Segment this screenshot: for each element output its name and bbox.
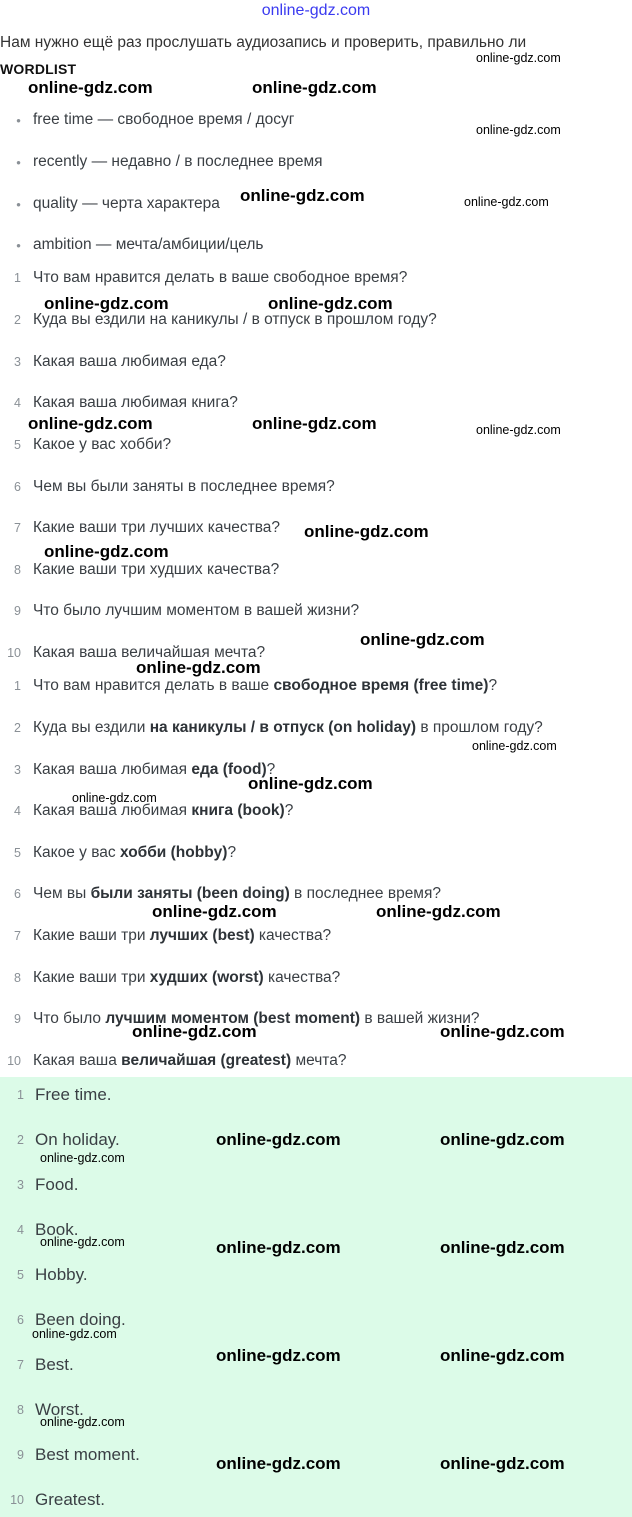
question-text: Какие ваши три худших качества? (33, 561, 280, 578)
question-text: Что было лучшим моментом в вашей жизни? (33, 602, 360, 619)
question-row (0, 351, 226, 373)
marked-question-text: Какое у вас хобби (hobby)? (33, 844, 237, 861)
answer-text: Been doing. (35, 1310, 126, 1329)
watermark: online-gdz.com (136, 658, 261, 677)
answer-text: Best moment. (35, 1445, 140, 1464)
bullet-icon: • (16, 154, 21, 170)
answer-row (0, 1488, 105, 1512)
watermark: online-gdz.com (40, 1235, 125, 1249)
answer-number: 3 (17, 1178, 24, 1192)
watermark: online-gdz.com (216, 1454, 341, 1473)
watermark: online-gdz.com (464, 195, 549, 209)
marked-question-row (0, 675, 497, 697)
watermark: online-gdz.com (216, 1238, 341, 1257)
wordlist-item (0, 193, 220, 215)
question-row (0, 267, 407, 289)
question-number: 10 (7, 646, 21, 660)
watermark: online-gdz.com (360, 630, 485, 649)
watermark: online-gdz.com (476, 51, 561, 65)
answer-text: Best. (35, 1355, 74, 1374)
question-number: 6 (14, 480, 21, 494)
highlighted-phrase: еда (food) (191, 761, 267, 778)
marked-question-row (0, 717, 543, 739)
wordlist-title: WORDLIST (0, 61, 77, 77)
question-row (0, 600, 359, 622)
watermark: online-gdz.com (440, 1454, 565, 1473)
question-text: Какая ваша любимая книга? (33, 394, 238, 411)
watermark: online-gdz.com (32, 1327, 117, 1341)
watermark: online-gdz.com (152, 902, 277, 921)
watermark: online-gdz.com (476, 123, 561, 137)
answer-number: 2 (17, 1133, 24, 1147)
highlighted-phrase: были заняты (been doing) (90, 885, 290, 902)
highlighted-phrase: худших (worst) (149, 969, 264, 986)
question-number: 7 (14, 521, 21, 535)
answer-number: 9 (17, 1448, 24, 1462)
answer-number: 6 (17, 1313, 24, 1327)
watermark: online-gdz.com (44, 294, 169, 313)
watermark: online-gdz.com (240, 186, 365, 205)
wordlist-item (0, 109, 294, 131)
marked-question-text: Какие ваши три лучших (best) качества? (33, 927, 332, 944)
marked-question-row (0, 925, 331, 947)
question-text: Какая ваша любимая еда? (33, 353, 226, 370)
question-text: Какая ваша величайшая мечта? (33, 644, 266, 661)
answer-number: 7 (17, 1358, 24, 1372)
question-number: 3 (14, 355, 21, 369)
wordlist-item (0, 234, 263, 256)
watermark: online-gdz.com (28, 78, 153, 97)
question-number: 5 (14, 846, 21, 860)
intro-text: Нам нужно ещё раз прослушать аудиозапись и проверить, правильно ли (0, 34, 527, 51)
marked-question-row (0, 1050, 346, 1072)
question-number: 10 (7, 1054, 21, 1068)
marked-question-text: Куда вы ездили на каникулы / в отпуск (on holiday) в прошлом году? (33, 719, 543, 736)
watermark: online-gdz.com (216, 1130, 341, 1149)
answer-text: Worst. (35, 1400, 84, 1419)
question-row (0, 517, 280, 539)
marked-question-text: Какая ваша любимая книга (book)? (33, 802, 294, 819)
marked-question-text: Какая ваша любимая еда (food)? (33, 761, 276, 778)
answer-number: 8 (17, 1403, 24, 1417)
watermark: online-gdz.com (472, 739, 557, 753)
watermark: online-gdz.com (40, 1151, 125, 1165)
question-number: 2 (14, 313, 21, 327)
question-row (0, 392, 238, 414)
answer-number: 1 (17, 1088, 24, 1102)
question-number: 2 (14, 721, 21, 735)
answer-row (0, 1443, 140, 1467)
answer-text: Book. (35, 1220, 79, 1239)
question-text: Чем вы были заняты в последнее время? (33, 478, 335, 495)
marked-question-row (0, 842, 236, 864)
question-text: Какие ваши три лучших качества? (33, 519, 281, 536)
question-number: 9 (14, 1012, 21, 1026)
answer-row (0, 1263, 88, 1287)
bullet-icon: • (16, 112, 21, 128)
question-number: 4 (14, 396, 21, 410)
highlighted-phrase: книга (book) (191, 802, 285, 819)
wordlist-item-text: quality — черта характера (33, 195, 220, 212)
highlighted-phrase: лучших (best) (149, 927, 255, 944)
watermark: online-gdz.com (440, 1022, 565, 1041)
watermark: online-gdz.com (304, 522, 429, 541)
watermark: online-gdz.com (28, 414, 153, 433)
question-number: 8 (14, 563, 21, 577)
answer-text: Greatest. (35, 1490, 105, 1509)
question-row (0, 434, 171, 456)
answer-text: Hobby. (35, 1265, 88, 1284)
question-number: 1 (14, 679, 21, 693)
question-text: Что вам нравится делать в ваше свободное время? (33, 269, 408, 286)
answer-row (0, 1353, 74, 1377)
highlighted-phrase: хобби (hobby) (119, 844, 228, 861)
question-number: 8 (14, 971, 21, 985)
marked-question-row (0, 759, 275, 781)
question-number: 4 (14, 804, 21, 818)
answer-row (0, 1083, 112, 1107)
answer-row (0, 1128, 120, 1152)
watermark: online-gdz.com (440, 1238, 565, 1257)
watermark: online-gdz.com (252, 78, 377, 97)
answer-text: Food. (35, 1175, 79, 1194)
answer-number: 4 (17, 1223, 24, 1237)
watermark: online-gdz.com (440, 1346, 565, 1365)
watermark: online-gdz.com (252, 414, 377, 433)
question-number: 1 (14, 271, 21, 285)
question-number: 6 (14, 887, 21, 901)
bullet-icon: • (16, 196, 21, 212)
wordlist-item-text: free time — свободное время / досуг (33, 111, 295, 128)
question-number: 9 (14, 604, 21, 618)
answer-number: 10 (10, 1493, 24, 1507)
answer-text: On holiday. (35, 1130, 120, 1149)
watermark: online-gdz.com (476, 423, 561, 437)
bullet-icon: • (16, 237, 21, 253)
wordlist-item-text: recently — недавно / в последнее время (33, 153, 323, 170)
watermark: online-gdz.com (216, 1346, 341, 1365)
answer-text: Free time. (35, 1085, 112, 1104)
question-number: 5 (14, 438, 21, 452)
watermark: online-gdz.com (44, 542, 169, 561)
watermark: online-gdz.com (40, 1415, 125, 1429)
question-number: 7 (14, 929, 21, 943)
answer-row (0, 1173, 78, 1197)
wordlist-item-text: ambition — мечта/амбиции/цель (33, 236, 264, 253)
watermark: online-gdz.com (268, 294, 393, 313)
watermark: online-gdz.com (72, 791, 157, 805)
question-row (0, 476, 335, 498)
watermark: online-gdz.com (440, 1130, 565, 1149)
marked-question-text: Какие ваши три худших (worst) качества? (33, 969, 341, 986)
highlighted-phrase: на каникулы / в отпуск (on holiday) (149, 719, 417, 736)
site-link[interactable]: online-gdz.com (261, 2, 371, 19)
highlighted-phrase: свободное время (free time) (273, 677, 489, 694)
watermark: online-gdz.com (132, 1022, 257, 1041)
wordlist-item (0, 151, 323, 173)
highlighted-phrase: величайшая (greatest) (121, 1052, 292, 1069)
question-number: 3 (14, 763, 21, 777)
question-text: Куда вы ездили на каникулы / в отпуск в прошлом году? (33, 311, 437, 328)
marked-question-text: Что было лучшим моментом (best moment) в вашей жизни? (33, 1010, 480, 1027)
marked-question-text: Какая ваша величайшая (greatest) мечта? (33, 1052, 347, 1069)
watermark: online-gdz.com (248, 774, 373, 793)
marked-question-text: Чем вы были заняты (been doing) в последнее время? (33, 885, 441, 902)
highlighted-phrase: лучшим моментом (best moment) (105, 1010, 361, 1027)
marked-question-row (0, 967, 340, 989)
question-text: Какое у вас хобби? (33, 436, 172, 453)
answer-number: 5 (17, 1268, 24, 1282)
marked-question-text: Что вам нравится делать в ваше свободное время (free time)? (33, 677, 498, 694)
question-row (0, 559, 279, 581)
watermark: online-gdz.com (376, 902, 501, 921)
